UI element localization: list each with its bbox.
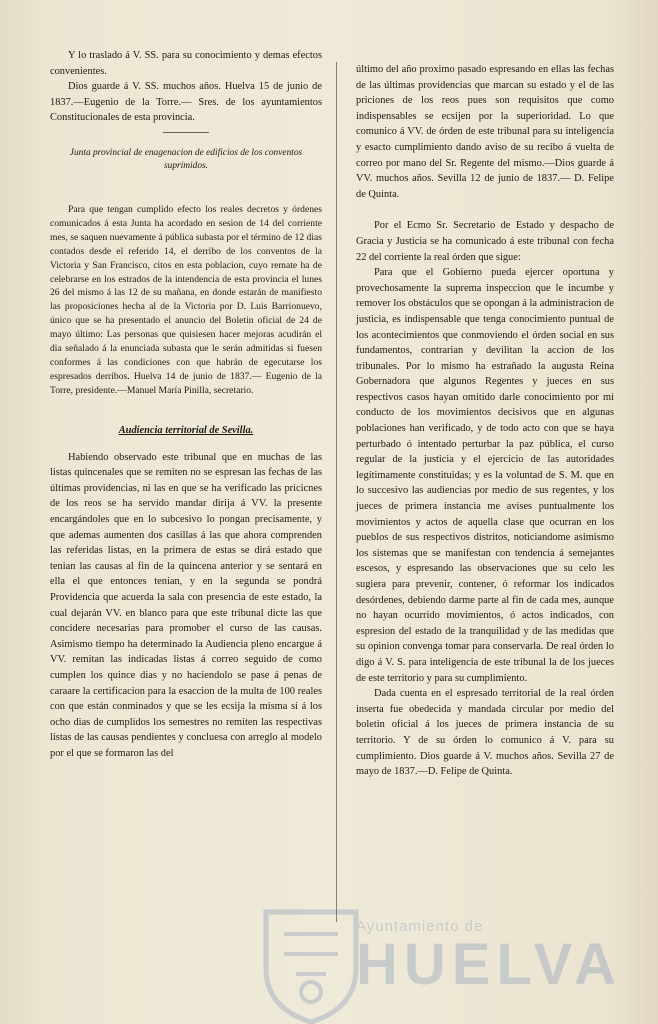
right-column (356, 0, 614, 780)
secretario-intro: Por el Ecmo Sr. Secretario de Estado y despacho de Gracia y Justicia se ha comunicado á este tribunal con fecha 22 del corriente la real órden que sigue: (356, 220, 614, 263)
left-column (50, 0, 322, 762)
signature-line: Dios guarde á V. SS. muchos años. Huelva 15 de junio de 1837.—Eugenio de la Torre.— Sres. de los ayuntamientos Constitucionales de esta provincia. (50, 81, 322, 124)
watermark-text (356, 918, 636, 995)
audiencia-notice: Habiendo observado este tribunal que en muchas de las listas quincenales que se remiten no se espresan las fechas de las últimas providencias, ni las en que se ha verificado las pricicnes de los reos se ha servido mandar dirija á VV. la presente encargándoles que en lo subcesivo lo pongan precisamente, y que ademas aumenten dos casillas á las que ahora comprenden las referidas listas, en la primera de estas se dirá estado que tenian las causas al fin de la quincena anterior y se sentará en ella el que entonces tenian, y en la segunda se pondrá Providencia que acuerda la sala con presencia de este estado, la cual dejarán VV. en blanco para que este tribunal dicte las que concidere necesarias para promober el curso de las causas. Asimismo tiempo ha determinado la Audiencia pleno encargue á VV. remitan las indicadas listas á correo seguido de como cumplen los quince dias y no haciendolo se pase á penas de caraare la certificacion para la esaccion de la multa de 100 reales con que están conminados y que se les ecsija la misma si á los ocho dias de cumplidos los semestres no remiten las respectivas listas de las causas pendientes y concluesa con arreglo al modelo por el que se formaron las del (50, 451, 322, 759)
archive-watermark (236, 900, 646, 1024)
column-rule (336, 62, 337, 922)
shield-icon (256, 904, 366, 1024)
continued-paragraph: último del año proximo pasado espresando en ellas las fechas de las últimas providencias que marcan su estado y el de las priciones de los reos pues son requisitos que como indispensables se ecsijen por la superioridad. Lo que comunico á VV. de órden de este tribunal para su inteligencia y esacto cumplimiento dando aviso de su recibo á vuelta de correo por mano del Sr. Regente del mismo.—Dios guarde á VV. muchos años. Sevilla 12 de junio de 1837.— D. Felipe de Quinta. (356, 64, 614, 200)
audiencia-heading: Audiencia territorial de Sevilla. (118, 424, 254, 436)
junta-heading: Junta provincial de enagenacion de edificios de los conventos suprimidos. (69, 147, 303, 171)
junta-notice: Para que tengan cumplido efecto los reales decretos y órdenes comunicados á esta Junta ha acordado en sesion de 14 del corriente mes, se saquen nuevamente á pública subasta por el término de 12 dias contados desde el referido 14, el derribo de los conventos de la Victoria y San Francisco, citos en esta poblacion, cuyo remate ha de celebrarse en los estrados de la intendencia de esta provincia el lunes 26 del mismo á las 12 de su mañana, en donde estarán de manifiesto las proposiciones hecha al de la Victoria por D. Luis Barrionuevo, único que se ha presentado el anuncio del Boletin oficial de 24 de mayo último: Las personas que quisiesen hacer mejoras acudirán el dia señalado á la enunciada subasta que le serán admitidas si fuesen conformes á las condiciones con que habrán de egecutarse los espresados derribos. Huelva 14 de junio de 1837.— Eugenio de la Torre, presidente.—Manuel María Pinilla, secretario. (50, 203, 323, 396)
real-orden-text: Para que el Gobierno pueda ejercer oportuna y provechosamente la suprema inspeccion que le incumbe y remover los obstáculos que se opongan á la administracion de justicia, es indispensable que tenga conocimiento puntual de los acontecimientos que conmoviendo el órden social en sus fundamentos, contrarian y devilitan la accion de los tribunales. Por lo mismo ha estrañado la augusta Reina Gobernadora que algunos Regentes y jueces en sus respectivos casos hayan omitido darle conocimiento por mi conducto de los movimientos decisivos que en algunas poblaciones han verificado, y de todo acto con que se haya perturbado ó intentado perturbar la paz pública, el curso regular de la justicia y el ejercicio de las autoridades legítimamente constituidas; y es la voluntad de S. M. que en lo succesivo las audiencias por medio de sus regentes, y los jueces de primera instancia me avises puntualmente los movimientos y actos de aquella clase que ocurran en los pueblos de sus respectivos distritos, noticiandome asimismo los sistemas que se manifestan con tendencia á semejantes escesos, y espresando las observaciones que su celo les sugiera para prevenir, contener, ó reformar los indicados desórdenes, debiendo darme parte al fin de cada mes, aunque no hayan ocurrido movimientos, ó actos indicados, con espresion del estado de la tranquilidad y de las medidas que su opinion convenga tomar para conservarla. De real órden lo digo á V. S. para inteligencia de este tribunal la de los jueces de este territorio y para su cumplimiento. (356, 267, 614, 684)
watermark-line-2: HUELVA (356, 932, 622, 997)
closing-paragraph: Y lo traslado á V. SS. para su conocimiento y demas efectos convenientes. (50, 50, 322, 77)
section-divider (163, 132, 209, 133)
dada-cuenta-paragraph: Dada cuenta en el espresado territorial de la real órden inserta fue obedecida y mandada circular por medio del boletin oficial á los jueces de primera instancia de su territorio. Y de su órden lo comunico á V. para su cumplimiento. Dios guarde á V. muchos años. Sevilla 27 de mayo de 1837.—D. Felipe de Quinta. (356, 688, 614, 778)
watermark-line-1: Ayuntamiento de (356, 918, 484, 935)
